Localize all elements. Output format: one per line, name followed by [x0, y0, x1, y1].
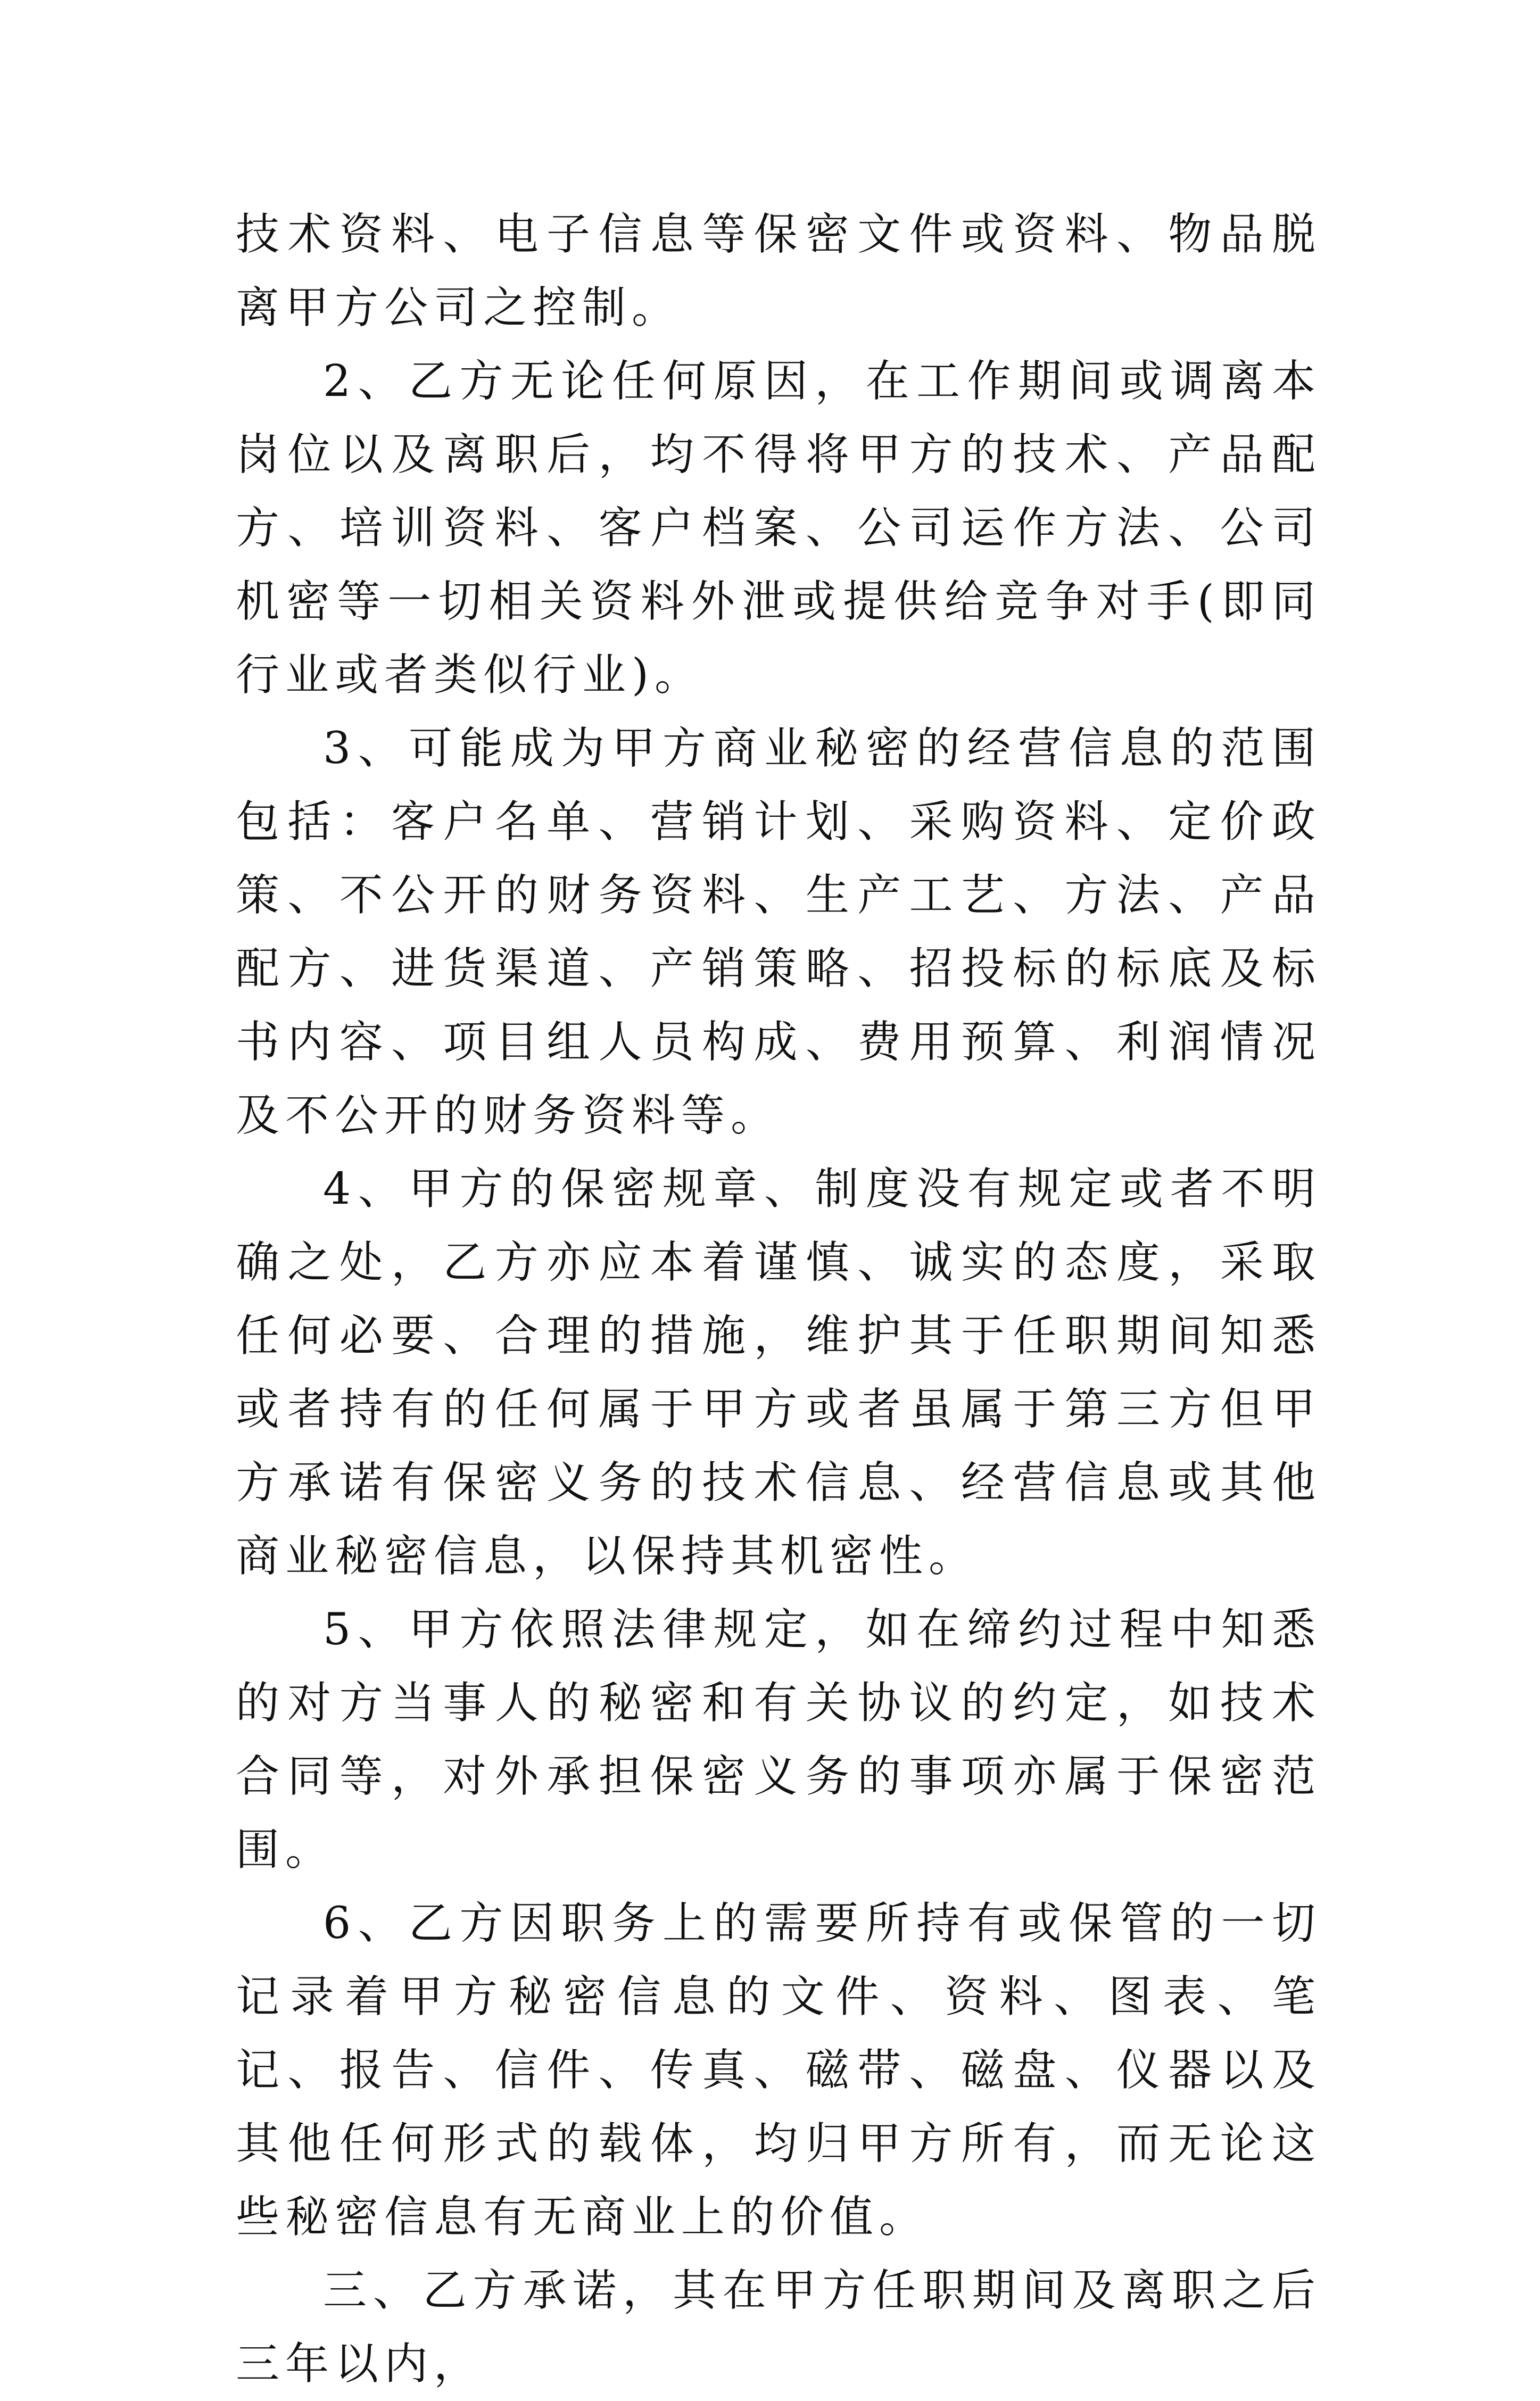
- paragraph-clause-6: 6、乙方因职务上的需要所持有或保管的一切记录着甲方秘密信息的文件、资料、图表、笔记、报告、信件、传真、磁带、磁盘、仪器以及其他任何形式的载体，均归甲方所有，而无论这些秘密信息有无商业上的价值。: [236, 1898, 1321, 2242]
- paragraph-continuation: 技术资料、电子信息等保密文件或资料、物品脱离甲方公司之控制。: [236, 209, 1321, 333]
- document-body: [236, 198, 1321, 2401]
- paragraph-clause-2: 2、乙方无论任何原因，在工作期间或调离本岗位以及离职后，均不得将甲方的技术、产品配方、培训资料、客户档案、公司运作方法、公司机密等一切相关资料外泄或提供给竞争对手(即同行业或者类似行业)。: [236, 356, 1321, 700]
- paragraph-clause-3: 3、可能成为甲方商业秘密的经营信息的范围包括：客户名单、营销计划、采购资料、定价政策、不公开的财务资料、生产工艺、方法、产品配方、进货渠道、产销策略、招投标的标底及标书内容、项目组人员构成、费用预算、利润情况及不公开的财务资料等。: [236, 723, 1321, 1141]
- paragraph-section-3: 三、乙方承诺，其在甲方任职期间及离职之后三年以内，: [236, 2265, 1321, 2389]
- paragraph-clause-5: 5、甲方依照法律规定，如在缔约过程中知悉的对方当事人的秘密和有关协议的约定，如技术合同等，对外承担保密义务的事项亦属于保密范围。: [236, 1604, 1321, 1875]
- paragraph-clause-4: 4、甲方的保密规章、制度没有规定或者不明确之处，乙方亦应本着谨慎、诚实的态度，采取任何必要、合理的措施，维护其于任职期间知悉或者持有的任何属于甲方或者虽属于第三方但甲方承诺有保密义务的技术信息、经营信息或其他商业秘密信息，以保持其机密性。: [236, 1164, 1321, 1582]
